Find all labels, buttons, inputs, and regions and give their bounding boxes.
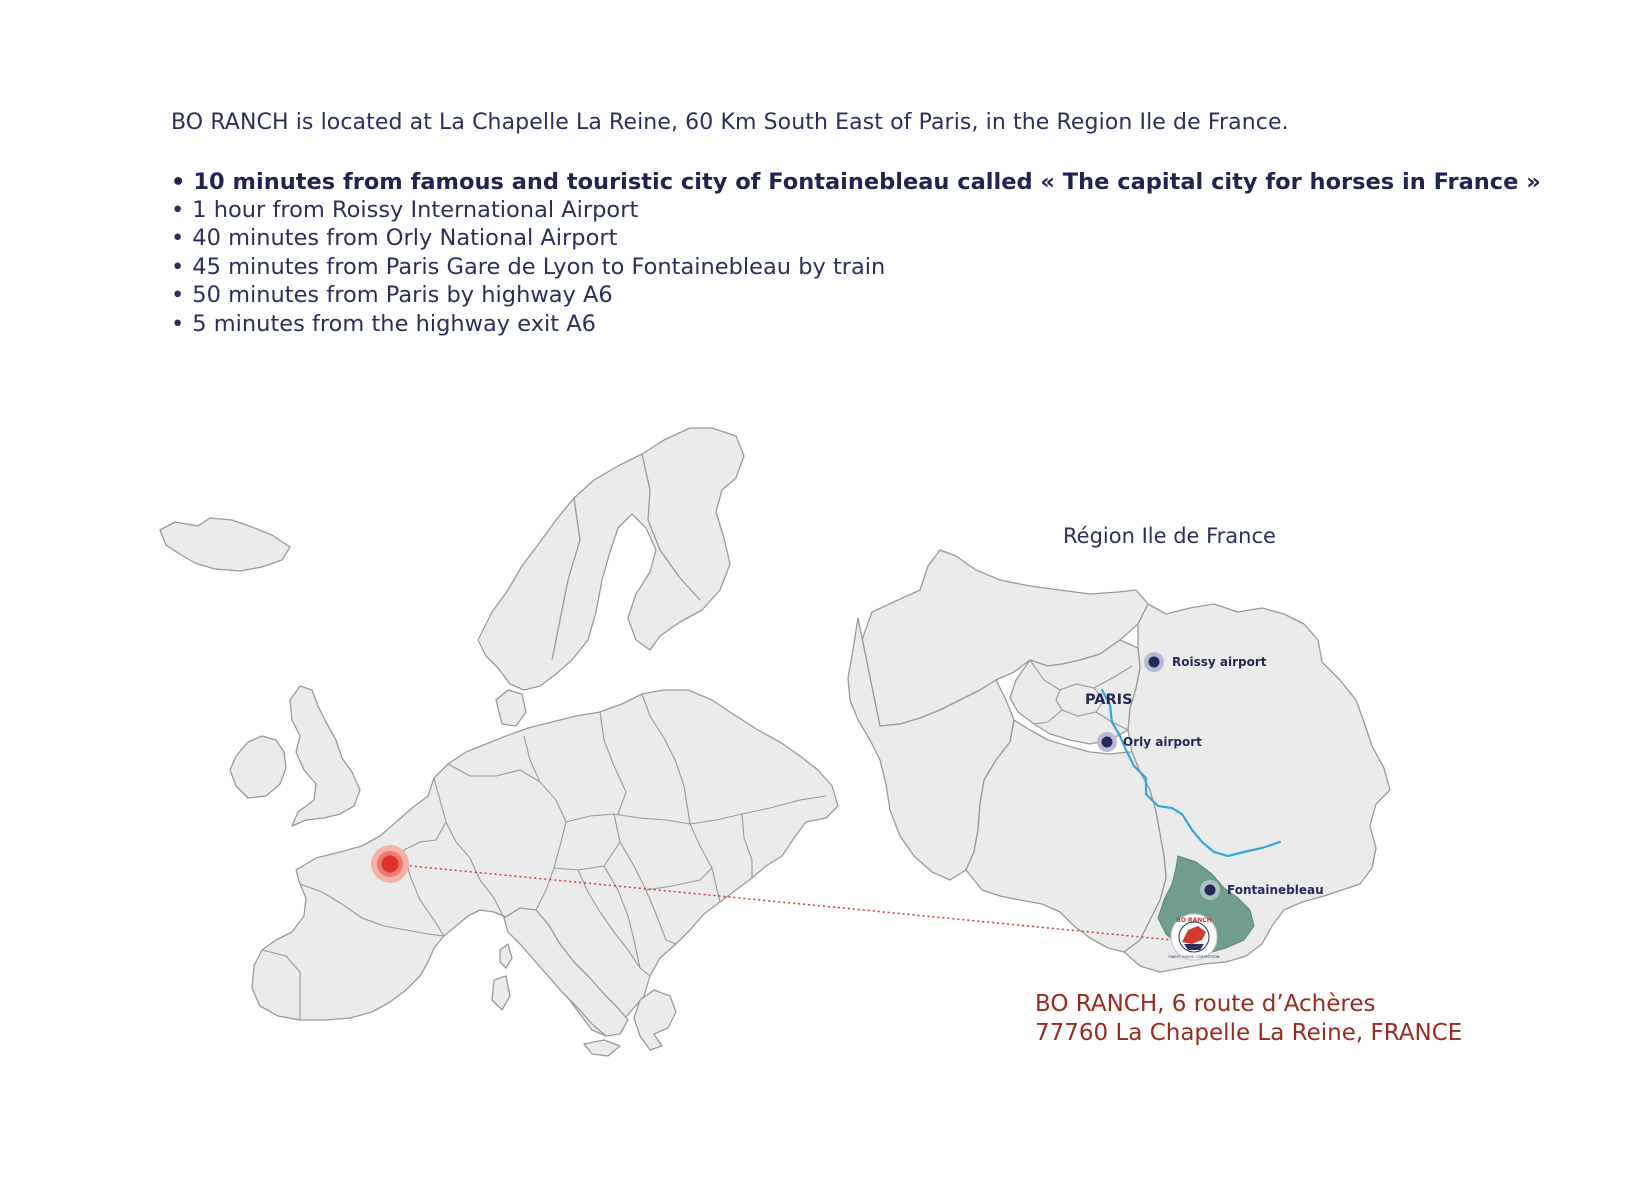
mainland-europe-shape: [252, 690, 838, 1036]
list-item: • 40 minutes from Orly National Airport: [171, 224, 1541, 253]
orly-marker: [1097, 732, 1117, 752]
logo-bottom-text: FINEST HORSE COMPETITION: [1168, 955, 1220, 959]
orly-label: Orly airport: [1123, 735, 1202, 749]
list-item: • 45 minutes from Paris Gare de Lyon to Fontainebleau by train: [171, 253, 1541, 282]
list-item: • 5 minutes from the highway exit A6: [171, 310, 1541, 339]
address-line-1: BO RANCH, 6 route d’Achères: [1035, 991, 1376, 1017]
sardinia-shape: [492, 976, 510, 1010]
address-block: [1035, 990, 1462, 1048]
ireland-shape: [230, 736, 286, 798]
region-title: Région Ile de France: [1063, 524, 1276, 548]
fontainebleau-marker: [1200, 880, 1220, 900]
list-item: • 10 minutes from famous and touristic city of Fontainebleau called « The capital city for horses in France »: [171, 168, 1541, 197]
great-britain-shape: [290, 686, 360, 826]
logo-top-text: BO RANCH: [1176, 917, 1212, 924]
sicily-shape: [584, 1040, 620, 1056]
greece-shape: [634, 990, 676, 1050]
ile-de-france-map: [848, 550, 1390, 972]
address-line-2: 77760 La Chapelle La Reine, FRANCE: [1035, 1020, 1463, 1046]
paris-label: PARIS: [1085, 692, 1133, 708]
iceland-shape: [160, 518, 290, 571]
list-item: • 1 hour from Roissy International Airport: [171, 196, 1541, 225]
scandinavia-shape: [478, 428, 744, 690]
roissy-label: Roissy airport: [1172, 655, 1267, 669]
intro-text: BO RANCH is located at La Chapelle La Reine, 60 Km South East of Paris, in the Region Ile de France.: [171, 110, 1289, 135]
list-item: • 50 minutes from Paris by highway A6: [171, 281, 1541, 310]
corsica-shape: [500, 944, 512, 968]
denmark-shape: [496, 690, 526, 726]
fontainebleau-label: Fontainebleau: [1227, 883, 1324, 897]
roissy-marker: [1144, 652, 1164, 672]
europe-map: [160, 428, 838, 1056]
location-marker: [371, 845, 409, 883]
